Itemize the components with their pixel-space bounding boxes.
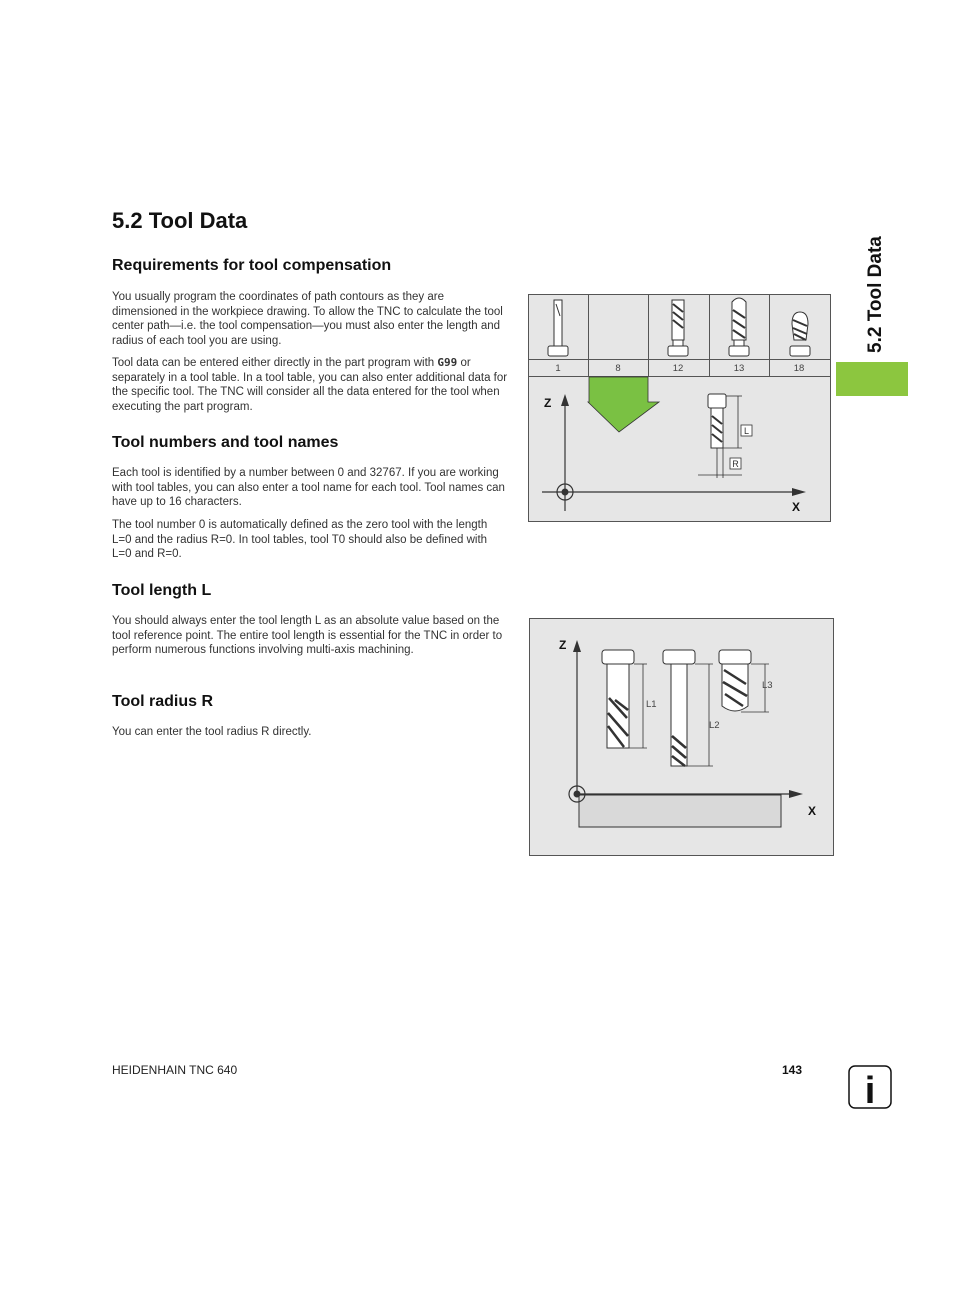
workpiece-block bbox=[579, 795, 781, 827]
requirements-paragraph-2-end: or separately in a tool table. In a tool table, you can also enter additional data for the specific tool. The TNC will consider all the data entered for the tool when executing the part program. bbox=[112, 357, 508, 413]
length-l2-label: L2 bbox=[709, 720, 720, 731]
tool-numbers-paragraph-2: The tool number 0 is automatically defined as the zero tool with the length L=0 and the radius R=0. In tool tables, tool T0 should also be defined with L=0 and R=0. bbox=[112, 519, 488, 560]
length-label: L bbox=[743, 426, 750, 436]
tool-18-icon bbox=[790, 312, 810, 356]
figure-tool-lengths bbox=[529, 618, 834, 856]
tool-radius-paragraph: You can enter the tool radius R directly. bbox=[112, 726, 312, 738]
footer-text: HEIDENHAIN TNC 640 bbox=[112, 1063, 238, 1077]
axis-z-label: Z bbox=[559, 638, 567, 652]
heading-requirements: Requirements for tool compensation bbox=[112, 257, 392, 274]
heading-tool-length: Tool length L bbox=[112, 582, 212, 599]
tool-number-label: 1 bbox=[555, 363, 561, 374]
chapter-tab-green bbox=[836, 362, 908, 396]
g99-code: G99 bbox=[437, 356, 458, 369]
tool-numbers-paragraph-1: Each tool is identified by a number between 0 and 32767. If you are working with tool tables, you can also enter a tool name for each tool. Tool names can have up to 16 characters. bbox=[112, 467, 505, 508]
tool-length-paragraph: You should always enter the tool length L as an absolute value based on the tool reference point. The entire tool length is essential for the TNC in order to perform numerous functions involving multi-axis machining. bbox=[112, 615, 503, 656]
figure-tool-table bbox=[528, 294, 831, 522]
requirements-paragraph-2-start: Tool data can be entered either directly in the part program with bbox=[112, 357, 438, 369]
tool-number-label: 18 bbox=[793, 363, 805, 374]
length-l1-label: L1 bbox=[646, 699, 657, 710]
axis-x-label: X bbox=[792, 500, 801, 514]
heading-tool-radius: Tool radius R bbox=[112, 693, 214, 710]
radius-label: R bbox=[732, 459, 739, 469]
heading-tool-numbers: Tool numbers and tool names bbox=[112, 434, 339, 451]
axis-x-label: X bbox=[808, 804, 817, 818]
axis-z-label: Z bbox=[544, 396, 552, 410]
requirements-paragraph-1: You usually program the coordinates of path contours as they are dimensioned in the workpiece drawing. To allow the TNC to calculate the tool center path—i.e. the tool compensation—you must also enter the length and radius of each tool you are using. bbox=[112, 291, 503, 347]
info-letter: i bbox=[864, 1070, 876, 1109]
tool-number-label: 8 bbox=[615, 363, 621, 374]
tool-13-icon bbox=[729, 298, 749, 356]
tool-number-label: 13 bbox=[733, 363, 745, 374]
requirements-paragraph-2 bbox=[112, 356, 508, 414]
page-number: 143 bbox=[781, 1063, 802, 1077]
info-icon bbox=[848, 1065, 892, 1109]
chapter-tab-text: 5.2 Tool Data bbox=[865, 236, 886, 353]
chapter-tab-label bbox=[855, 215, 895, 355]
length-l3-label: L3 bbox=[762, 680, 773, 691]
tool-number-label: 12 bbox=[672, 363, 684, 374]
section-title: 5.2 Tool Data bbox=[112, 208, 248, 233]
